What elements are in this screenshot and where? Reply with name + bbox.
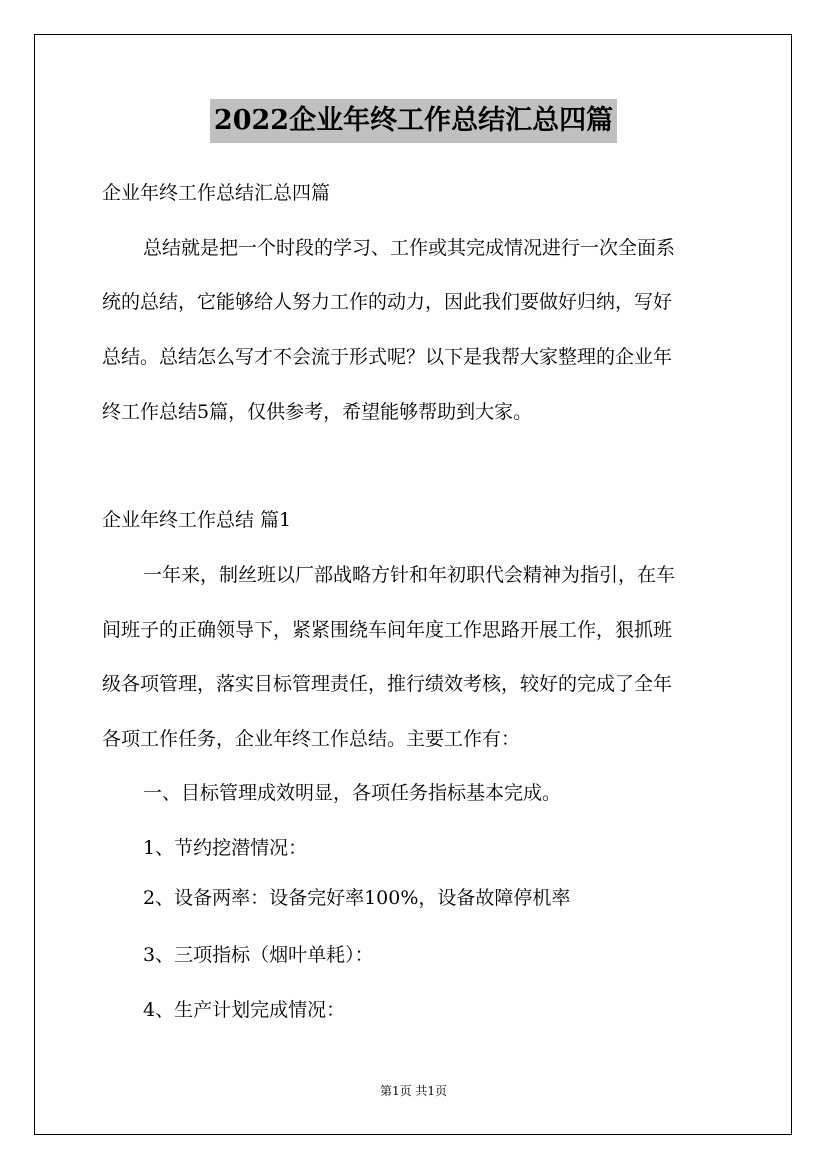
intro-line-3: 总结。总结怎么写才不会流于形式呢？以下是我帮大家整理的企业年 (102, 346, 673, 368)
section-heading: 企业年终工作总结 篇1 (102, 509, 292, 531)
list-item-3: 3、三项指标（烟叶单耗）： (143, 944, 374, 966)
body-line-4: 各项工作任务，企业年终工作总结。主要工作有： (102, 728, 521, 750)
list-item-1: 1、节约挖潜情况： (143, 837, 308, 859)
title-container (0, 99, 827, 143)
intro-line-2: 统的总结，它能够给人努力工作的动力，因此我们要做好归纳，写好 (102, 291, 673, 313)
list-item-2: 2、设备两率：设备完好率100%，设备故障停机率 (143, 887, 571, 909)
body-line-1: 一年来，制丝班以厂部战略方针和年初职代会精神为指引，在车 (143, 564, 676, 586)
intro-line-1: 总结就是把一个时段的学习、工作或其完成情况进行一次全面系 (143, 237, 676, 259)
list-heading: 一、目标管理成效明显，各项任务指标基本完成。 (143, 782, 562, 804)
body-line-3: 级各项管理，落实目标管理责任，推行绩效考核，较好的完成了全年 (102, 673, 673, 695)
subtitle: 企业年终工作总结汇总四篇 (102, 182, 331, 204)
page-footer: 第1页 共1页 (379, 1084, 448, 1098)
list-item-4: 4、生产计划完成情况： (143, 999, 346, 1021)
document-title: 2022企业年终工作总结汇总四篇 (210, 99, 617, 143)
intro-line-4: 终工作总结5篇，仅供参考，希望能够帮助到大家。 (102, 401, 533, 423)
body-line-2: 间班子的正确领导下，紧紧围绕车间年度工作思路开展工作，狠抓班 (102, 619, 673, 641)
